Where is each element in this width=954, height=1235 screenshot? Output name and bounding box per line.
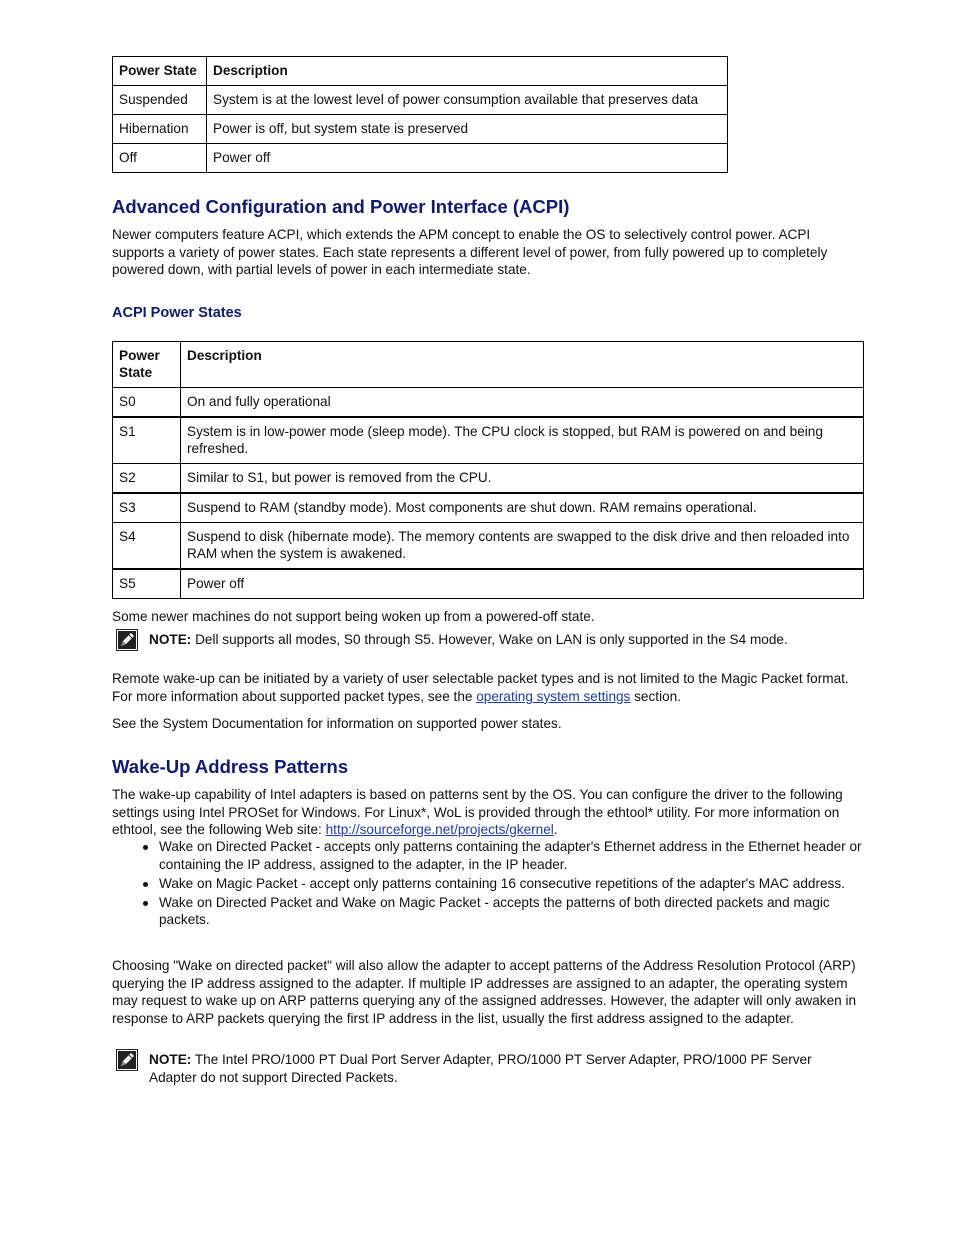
wake-intro-text: The wake-up capability of Intel adapters is based on patterns sent by the OS. You can configure the driver to the following settings using Intel PROSet for Windows. For Linux*, WoL is provided through the ethtool* utility. For more information on ethtool, see the following Web site: (112, 787, 843, 838)
sourceforge-link[interactable]: http://sourceforge.net/projects/gkernel (325, 822, 554, 838)
note-label: NOTE: (149, 632, 192, 647)
bullet-icon (143, 882, 148, 887)
table-row (113, 86, 728, 115)
remote-text-end: section. (630, 688, 681, 704)
list-item (112, 875, 864, 893)
acpi-states-heading: ACPI Power States (112, 305, 242, 321)
table-cell: Power is off, but system state is preserved (207, 115, 728, 144)
table-cell: Suspend to RAM (standby mode). Most components are shut down. RAM remains operational. (181, 493, 864, 523)
note-text (149, 1051, 861, 1086)
table-cell: S0 (113, 388, 181, 418)
table-cell: Suspended (113, 86, 207, 115)
table-cell: Hibernation (113, 115, 207, 144)
acpi-heading: Advanced Configuration and Power Interface (ACPI) (112, 196, 570, 217)
after-table-text: Some newer machines do not support being woken up from a powered-off state. (112, 609, 595, 624)
table-row (113, 464, 864, 494)
list-item-text: Wake on Magic Packet - accept only patterns containing 16 consecutive repetitions of the adapter's MAC address. (159, 875, 845, 891)
table-row (113, 144, 728, 173)
table-cell: Similar to S1, but power is removed from the CPU. (181, 464, 864, 494)
table-cell: Suspend to disk (hibernate mode). The memory contents are swapped to the disk drive and then reloaded into RAM when the system is awakened. (181, 523, 864, 570)
table-cell: S2 (113, 464, 181, 494)
table-cell: S5 (113, 569, 181, 599)
table-cell: System is in low-power mode (sleep mode). The CPU clock is stopped, but RAM is powered on and being refreshed. (181, 417, 864, 464)
note-pencil-icon (116, 629, 138, 651)
table-cell: System is at the lowest level of power consumption available that preserves data (207, 86, 728, 115)
power-state-table (112, 56, 728, 173)
table-header-cell: Power State (113, 57, 207, 86)
note-body: The Intel PRO/1000 PT Dual Port Server Adapter, PRO/1000 PT Server Adapter, PRO/1000 PF Server Adapter do not support Directed Packets. (149, 1052, 812, 1085)
see-docs-text: See the System Documentation for information on supported power states. (112, 716, 562, 731)
bullet-icon (143, 901, 148, 906)
table-header-cell: Description (207, 57, 728, 86)
table-cell: S4 (113, 523, 181, 570)
list-item-text: Wake on Directed Packet - accepts only patterns containing the adapter's Ethernet address in the Ethernet header or containing the IP address, assigned to the adapter, in the IP header. (159, 839, 862, 872)
table-cell: On and fully operational (181, 388, 864, 418)
note-body: Dell supports all modes, S0 through S5. However, Wake on LAN is only supported in the S4 mode. (191, 632, 788, 647)
table-row (113, 523, 864, 570)
table-row (113, 493, 864, 523)
wake-options-list (112, 838, 864, 930)
table-row (113, 417, 864, 464)
table-row (113, 388, 864, 418)
list-item (112, 894, 864, 929)
note-label: NOTE: (149, 1052, 192, 1067)
os-settings-link[interactable]: operating system settings (476, 688, 631, 704)
table-header-row (113, 342, 864, 388)
table-header-cell: Description (181, 342, 864, 388)
table-header-cell: Power State (113, 342, 181, 388)
wake-intro-end: . (553, 822, 558, 838)
table-cell: Power off (181, 569, 864, 599)
table-row (113, 115, 728, 144)
note-pencil-icon (116, 1049, 138, 1071)
wake-heading: Wake-Up Address Patterns (112, 756, 349, 777)
table-row (113, 569, 864, 599)
table-cell: S3 (113, 493, 181, 523)
table-cell: S1 (113, 417, 181, 464)
table-header-row (113, 57, 728, 86)
bullet-icon (143, 845, 148, 850)
table-cell: Off (113, 144, 207, 173)
remote-wakeup-text (112, 670, 864, 705)
wake-intro (112, 786, 864, 839)
table-cell: Power off (207, 144, 728, 173)
remote-text-start: Remote wake-up can be initiated by a variety of user selectable packet types and is not limited to the Magic Packet format. For more information about supported packet types, see the (112, 671, 849, 704)
acpi-intro: Newer computers feature ACPI, which extends the APM concept to enable the OS to selectively control power. ACPI supports a variety of power states. Each state represents a different level of power, from fully powered up to completely powered down, with partial levels of power in each intermediate state. (112, 227, 828, 278)
note-text (149, 631, 861, 649)
list-item (112, 838, 864, 873)
choosing-text: Choosing "Wake on directed packet" will also allow the adapter to accept patterns of the Address Resolution Protocol (ARP) querying the IP address assigned to the adapter. If multiple IP addresses are assigned to an adapter, the operating system may request to wake up on ARP patterns querying any of the assigned addresses. However, the adapter will only awaken in response to ARP packets querying the first IP address in the list, usually the first address assigned to the adapter. (112, 958, 857, 1026)
acpi-states-table (112, 341, 864, 599)
list-item-text: Wake on Directed Packet and Wake on Magic Packet - accepts the patterns of both directed packets and magic packets. (159, 894, 830, 928)
